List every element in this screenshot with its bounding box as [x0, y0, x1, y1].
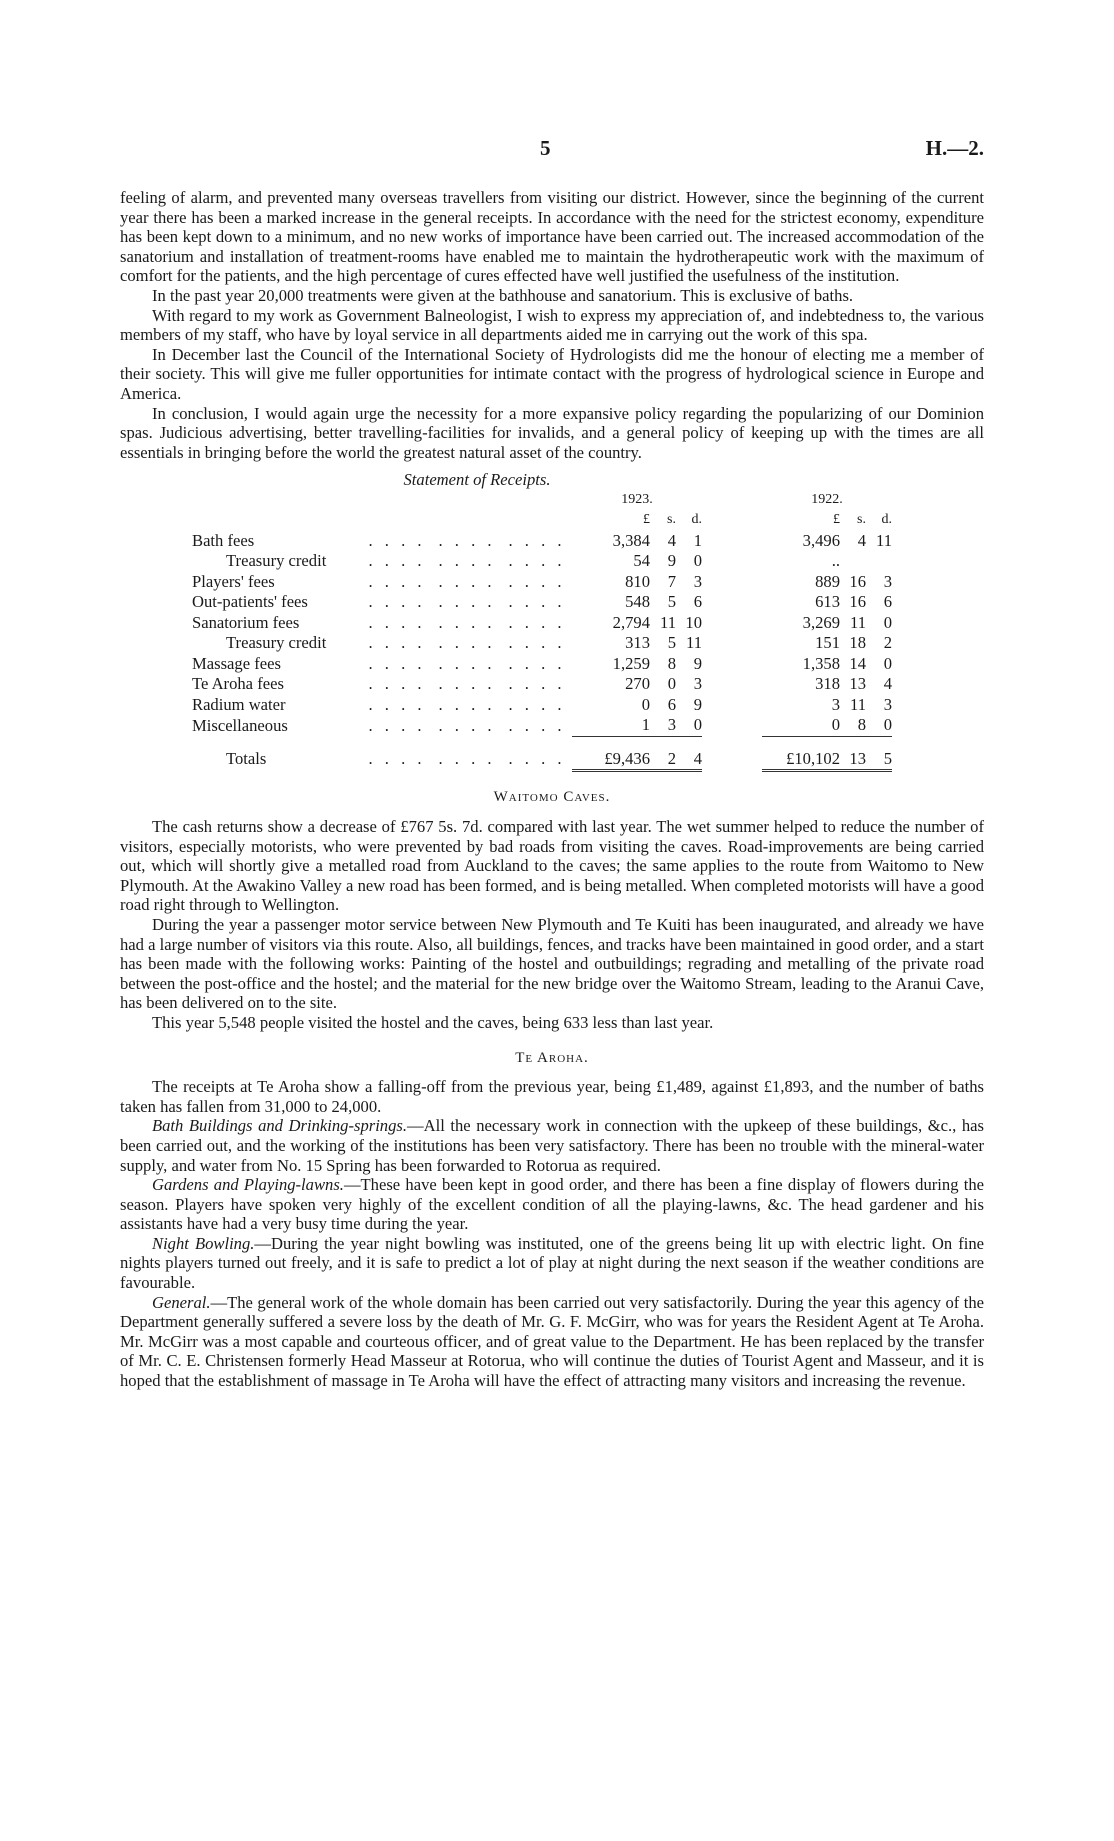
leader-dots: . . . .: [368, 749, 426, 769]
page-number: 5: [540, 136, 551, 160]
leader-dots: . . . .: [368, 633, 426, 653]
paragraph: In conclusion, I would again urge the necessity for a more expansive policy regarding the popularizing of our Dominion spas. Judicious advertising, better travelling-facilities for invalids, and a general policy of keeping up with the times are all essentials in bringing before the world the greatest natural asset of the country.: [120, 403, 984, 462]
value-1922-pence: 3: [883, 571, 892, 591]
value-1923-pounds: 0: [641, 694, 650, 714]
paragraph: Gardens and Playing-lawns.—These have been kept in good order, and there has been a fine display of flowers during the season. Players have spoken very highly of the excellent condition of all the playing-lawns, &c. The head gardener and his assistants have had a very busy time during the year.: [120, 1175, 985, 1234]
value-1923-pounds: 1: [641, 715, 650, 735]
total-1923-pounds: £9,436: [572, 736, 650, 771]
value-1922-pence: 11: [876, 530, 892, 550]
value-1922-pounds: 613: [815, 592, 840, 612]
leader-dots: . . . .: [438, 612, 496, 632]
table-row: [192, 551, 892, 572]
leader-dots: . . . .: [508, 530, 566, 550]
leader-dots: . . . .: [438, 715, 496, 735]
leader-dots: . . . .: [438, 571, 496, 591]
section-title-te-aroha: Te Aroha.: [515, 1049, 589, 1066]
leader-dots: . . . .: [368, 674, 426, 694]
unit-shillings: s.: [857, 512, 866, 528]
unit-shillings: s.: [667, 512, 676, 528]
value-1923-pence: 3: [693, 571, 702, 591]
leader-dots: . . . .: [368, 612, 426, 632]
value-1923-pence: 3: [693, 674, 702, 694]
value-1923-pounds: 810: [625, 571, 650, 591]
table-row: [192, 695, 892, 716]
value-1923-shillings: 8: [667, 653, 676, 673]
totals-label: Totals: [226, 749, 267, 769]
leader-dots: . . . .: [508, 715, 566, 735]
year-1923: 1923.: [621, 491, 653, 507]
row-label: Bath fees: [192, 530, 255, 550]
leader-dots: . . . .: [508, 653, 566, 673]
value-1923-pence: 1: [693, 530, 702, 550]
value-1923-pence: 11: [686, 633, 702, 653]
value-1922-shillings: 4: [857, 530, 866, 550]
leader-dots: . . . .: [438, 551, 496, 571]
row-label: Sanatorium fees: [192, 612, 300, 632]
leader-dots: . . . .: [508, 592, 566, 612]
table-row: [192, 674, 892, 695]
leader-dots: . . . .: [508, 749, 566, 769]
value-1922-pounds: 3,269: [802, 612, 840, 632]
value-1923-pence: 6: [693, 592, 702, 612]
value-1923-pence: 9: [693, 694, 702, 714]
leader-dots: . . . .: [508, 674, 566, 694]
value-1922-pounds: 1,358: [802, 653, 840, 673]
leader-dots: . . . .: [438, 694, 496, 714]
value-1923-shillings: 7: [667, 571, 676, 591]
value-1922-shillings: 11: [850, 694, 866, 714]
leader-dots: . . . .: [508, 694, 566, 714]
value-1923-shillings: 0: [667, 674, 676, 694]
value-1922-pounds: 889: [815, 571, 840, 591]
value-1922-pounds: 3: [831, 694, 840, 714]
statement-title: Statement of Receipts.: [403, 470, 551, 490]
subheading: General.: [152, 1292, 211, 1312]
value-1922-pence: 0: [883, 612, 892, 632]
leader-dots: . . . .: [438, 592, 496, 612]
unit-header-row: [192, 510, 892, 531]
total-1922-pence: 5: [866, 736, 892, 771]
value-1922-shillings: 14: [849, 653, 866, 673]
row-label: Miscellaneous: [192, 715, 288, 735]
paragraph: feeling of alarm, and prevented many overseas travellers from visiting our district. However, since the beginning of the current year there has been a marked increase in the general receipts. In accordance with the need for the strictest economy, expenditure has been kept down to a minimum, and no new works of importance have been carried out. The increased accommodation of the sanatorium and installation of treatment-rooms have enabled me to maintain the hydrotherapeutic work with the maximum of comfort for the patients, and the high percentage of cures effected have well justified the usefulness of the institution.: [120, 188, 984, 286]
leader-dots: . . . .: [368, 530, 426, 550]
value-1922-pence: 3: [883, 694, 892, 714]
paragraph: During the year a passenger motor service between New Plymouth and Te Kuiti has been inaugurated, and already we have had a large number of visitors via this route. Also, all buildings, fences, and tracks have been maintained in good order, and a start has been made with the following works: Painting of the hostel and outbuildings; regrading and metalling of the private road between the post-office and the hostel; and the material for the new bridge over the Waitomo Stream, leading to the Aranui Cave, has been delivered on to the site.: [120, 914, 984, 1013]
leader-dots: . . . .: [438, 674, 496, 694]
body-text: [120, 188, 984, 1391]
row-label: Treasury credit: [226, 551, 327, 571]
value-1922-pounds: ..: [831, 551, 840, 571]
value-1923-shillings: 5: [667, 633, 676, 653]
leader-dots: . . . .: [508, 571, 566, 591]
value-1923-pounds: 548: [625, 592, 650, 612]
value-1922-shillings: 18: [849, 633, 866, 653]
value-1923-pence: 9: [693, 653, 702, 673]
row-label: Players' fees: [192, 571, 275, 591]
value-1922-shillings: 16: [849, 592, 866, 612]
value-1923-shillings: 5: [667, 592, 676, 612]
value-1923-pounds: 2,794: [612, 612, 650, 632]
value-1923-shillings: 4: [667, 530, 676, 550]
leader-dots: . . . .: [438, 633, 496, 653]
value-1923-pounds: 270: [625, 674, 650, 694]
value-1922-shillings: 11: [850, 612, 866, 632]
value-1923-pence: 10: [685, 612, 702, 632]
table-row: [192, 613, 892, 634]
section-title-waitomo: Waitomo Caves.: [493, 789, 611, 806]
leader-dots: . . . .: [438, 653, 496, 673]
leader-dots: . . . .: [368, 715, 426, 735]
paragraph: This year 5,548 people visited the hostel and the caves, being 633 less than last year.: [152, 1012, 714, 1032]
row-label: Te Aroha fees: [192, 674, 284, 694]
leader-dots: . . . .: [438, 749, 496, 769]
leader-dots: . . . .: [368, 653, 426, 673]
total-1922-shillings: 13: [840, 736, 866, 771]
receipts-table: [192, 490, 892, 773]
leader-dots: . . . .: [368, 551, 426, 571]
leader-dots: . . . .: [508, 633, 566, 653]
value-1922-pence: [866, 551, 892, 572]
paragraph: In the past year 20,000 treatments were given at the bathhouse and sanatorium. This is exclusive of baths.: [152, 285, 854, 305]
paragraph: With regard to my work as Government Balneologist, I wish to express my appreciation of, and indebtedness to, the various members of my staff, who have by loyal service in all departments aided me in carrying out the work of this spa.: [120, 305, 984, 345]
table-row: [192, 654, 892, 675]
value-1922-pounds: 0: [831, 715, 840, 735]
value-1922-pounds: 151: [815, 633, 840, 653]
value-1922-pounds: 3,496: [802, 530, 840, 550]
value-1922-shillings: 13: [849, 674, 866, 694]
unit-pounds: £: [643, 512, 650, 528]
year-header-row: [192, 490, 892, 511]
unit-pence: d.: [881, 512, 892, 528]
table-row: [192, 531, 892, 552]
leader-dots: . . . .: [368, 592, 426, 612]
total-1923-shillings: 2: [650, 736, 676, 771]
row-label: Massage fees: [192, 653, 281, 673]
paragraph: Night Bowling.—During the year night bowling was instituted, one of the greens being lit up with electric light. On fine nights players turned out freely, and it is safe to predict a lot of play at night during the next season if the weather conditions are favourable.: [120, 1233, 984, 1293]
table-row: [192, 592, 892, 613]
unit-pounds: £: [833, 512, 840, 528]
subheading: Gardens and Playing-lawns.: [152, 1175, 344, 1195]
row-label: Out-patients' fees: [192, 592, 308, 612]
paragraph: Bath Buildings and Drinking-springs.—All the necessary work in connection with the upkeep of these buildings, &c., has been carried out, and the working of the institutions has been very satisfactory. There has been no trouble with the mineral-water supply, and water from No. 15 Spring has been forwarded to Rotorua as required.: [120, 1116, 984, 1175]
series-code: H.—2.: [925, 136, 984, 160]
leader-dots: . . . .: [508, 612, 566, 632]
value-1923-pence: 0: [693, 715, 702, 735]
value-1922-pence: 6: [883, 592, 892, 612]
row-label: Treasury credit: [226, 633, 327, 653]
row-label: Radium water: [192, 694, 286, 714]
table-row: [192, 572, 892, 593]
value-1922-pence: 0: [883, 715, 892, 735]
value-1922-pence: 4: [883, 674, 892, 694]
total-1922-pounds: £10,102: [762, 736, 840, 771]
table-row: [192, 633, 892, 654]
value-1923-shillings: 9: [667, 551, 676, 571]
paragraph: The receipts at Te Aroha show a falling-off from the previous year, being £1,489, against £1,893, and the number of baths taken has fallen from 31,000 to 24,000.: [120, 1077, 984, 1116]
value-1923-pounds: 1,259: [612, 653, 650, 673]
totals-row: [192, 736, 892, 771]
leader-dots: . . . .: [508, 551, 566, 571]
leader-dots: . . . .: [438, 530, 496, 550]
leader-dots: . . . .: [368, 571, 426, 591]
subheading: Night Bowling.: [152, 1233, 255, 1253]
total-1923-pence: 4: [676, 736, 702, 771]
value-1923-pounds: 313: [625, 633, 650, 653]
page-header: [120, 136, 984, 166]
value-1922-pence: 0: [883, 653, 892, 673]
value-1922-shillings: 8: [857, 715, 866, 735]
value-1922-shillings: 16: [849, 571, 866, 591]
table-row: [192, 715, 892, 736]
leader-dots: . . . .: [368, 694, 426, 714]
value-1923-pounds: 3,384: [612, 530, 650, 550]
paragraph: The cash returns show a decrease of £767 5s. 7d. compared with last year. The wet summer helped to reduce the number of visitors, especially motorists, who were prevented by bad roads from visiting the caves. Road-improvements are being carried out, which will shortly give a metalled road from Auckland to the caves; the same applies to the route from Waitomo to New Plymouth. At the Awakino Valley a new road has been formed, and is being metalled. When completed motorists will have a good road right through to Wellington.: [120, 817, 984, 915]
subheading: Bath Buildings and Drinking-springs.: [152, 1116, 408, 1136]
value-1923-shillings: 3: [667, 715, 676, 735]
value-1923-shillings: 11: [660, 612, 676, 632]
year-1922: 1922.: [811, 491, 843, 507]
unit-pence: d.: [691, 512, 702, 528]
value-1922-pounds: 318: [815, 674, 840, 694]
value-1922-shillings: [840, 551, 866, 572]
paragraph: In December last the Council of the International Society of Hydrologists did me the honour of electing me a member of their society. This will give me fuller opportunities for intimate contact with the progress of hydrological science in Europe and America.: [120, 344, 984, 403]
value-1923-shillings: 6: [667, 694, 676, 714]
paragraph: General.—The general work of the whole domain has been carried out very satisfactorily. During the year this agency of the Department generally suffered a severe loss by the death of Mr. G. F. McGirr, who was for years the Resident Agent at Te Aroha. Mr. McGirr was a most capable and courteous officer, and of great value to the Department. He has been replaced by the transfer of Mr. C. E. Christensen formerly Head Masseur at Rotorua, who will continue the duties of Tourist Agent and Masseur, and it is hoped that the establishment of massage in Te Aroha will have the effect of attracting many visitors and increasing the revenue.: [120, 1292, 984, 1391]
value-1922-pence: 2: [883, 633, 892, 653]
value-1923-pence: 0: [693, 551, 702, 571]
value-1923-pounds: 54: [633, 551, 650, 571]
